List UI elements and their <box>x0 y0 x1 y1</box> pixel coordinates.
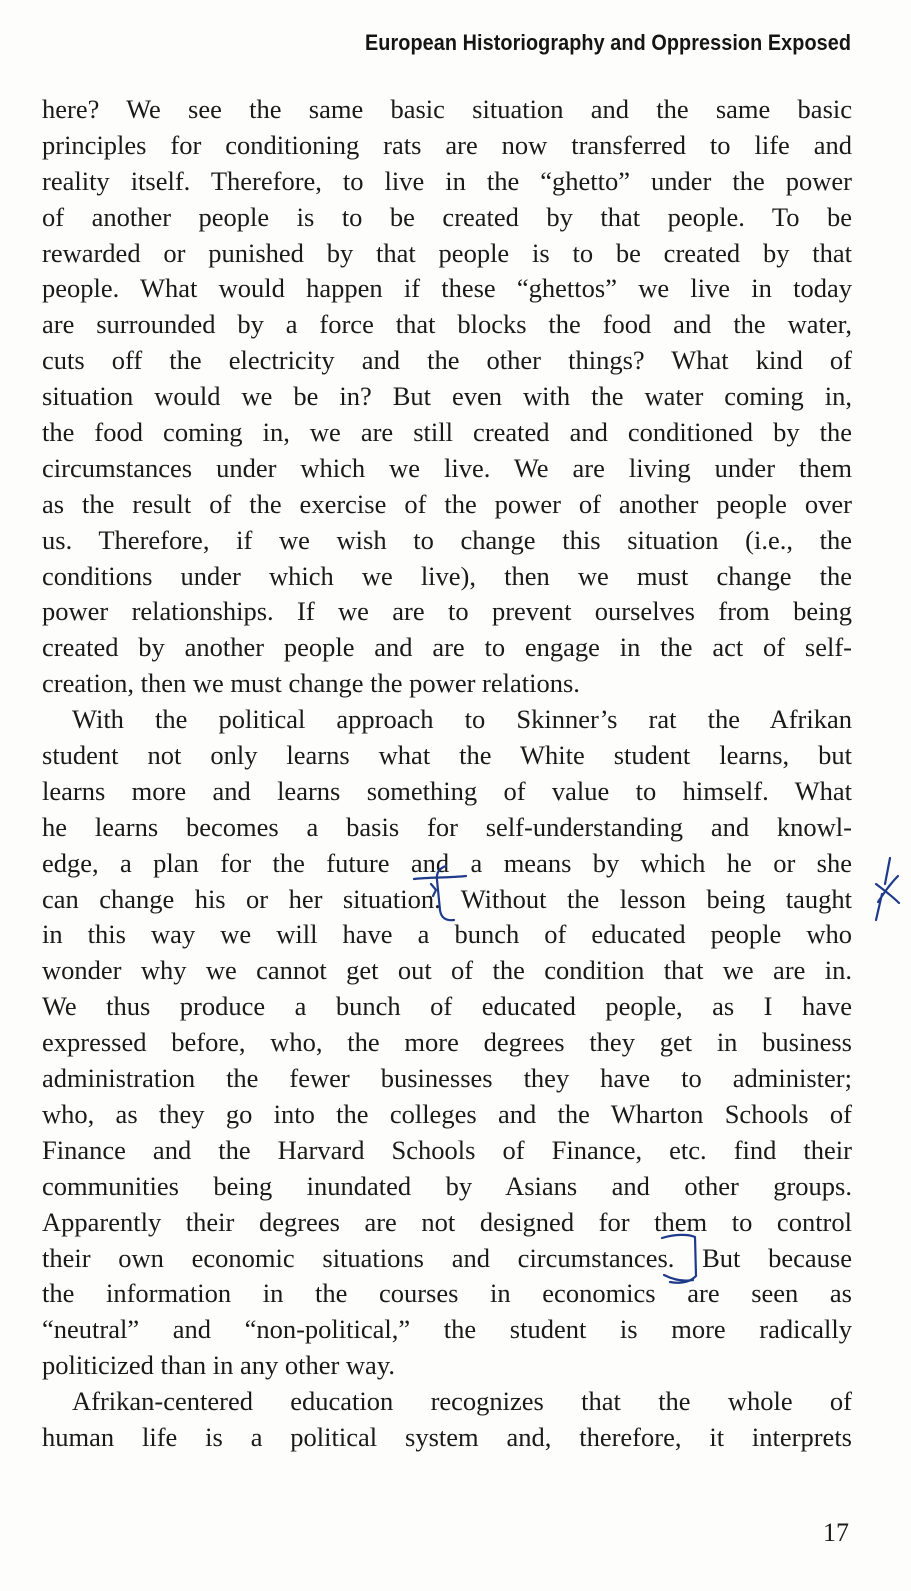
text-line: of another people is to be created by that people. To be <box>42 201 852 232</box>
text-line: created by another people and are to engage in the act of self- <box>42 632 852 663</box>
page-number: 17 <box>823 1518 849 1547</box>
text-line: Afrikan-centered education recognizes that the whole of <box>72 1386 852 1417</box>
text-line: wonder why we cannot get out of the condition that we are in. <box>42 955 852 986</box>
body-text <box>42 92 852 1456</box>
text-line: their own economic situations and circumstances. But because <box>42 1242 852 1273</box>
text-line: creation, then we must change the power relations. <box>42 668 580 699</box>
text-line: reality itself. Therefore, to live in the “ghetto” under the power <box>42 165 852 196</box>
text-line: With the political approach to Skinner’s rat the Afrikan <box>72 704 852 735</box>
text-line: power relationships. If we are to prevent ourselves from being <box>42 596 852 627</box>
text-line: circumstances under which we live. We are living under them <box>42 452 852 483</box>
text-line: who, as they go into the colleges and the Wharton Schools of <box>42 1098 852 1129</box>
text-line: he learns becomes a basis for self-understanding and knowl- <box>42 811 852 842</box>
text-line: student not only learns what the White student learns, but <box>42 740 852 771</box>
text-line: people. What would happen if these “ghettos” we live in today <box>42 273 852 304</box>
text-line: as the result of the exercise of the power of another people over <box>42 488 852 519</box>
text-line: Finance and the Harvard Schools of Finance, etc. find their <box>42 1134 852 1165</box>
text-line: here? We see the same basic situation and the same basic <box>42 94 852 124</box>
text-line: in this way we will have a bunch of educated people who <box>42 919 852 950</box>
text-line: learns more and learns something of value to himself. What <box>42 775 852 806</box>
paragraph-3 <box>42 1384 852 1456</box>
text-line: can change his or her situation. Without the lesson being taught <box>42 883 852 914</box>
text-line: the information in the courses in economics are seen as <box>42 1278 852 1309</box>
paragraph-1 <box>42 92 852 702</box>
text-line: politicized than in any other way. <box>42 1350 395 1381</box>
text-line: rewarded or punished by that people is to be created by that <box>42 237 852 268</box>
text-line: cuts off the electricity and the other things? What kind of <box>42 345 852 376</box>
text-line: edge, a plan for the future and a means by which he or she <box>42 847 852 878</box>
text-line: conditions under which we live), then we must change the <box>42 560 852 591</box>
text-line: “neutral” and “non-political,” the student is more radically <box>42 1314 852 1345</box>
text-line: principles for conditioning rats are now transferred to life and <box>42 129 852 160</box>
text-line: the food coming in, we are still created and conditioned by the <box>42 417 852 448</box>
text-line: human life is a political system and, therefore, it interprets <box>42 1421 852 1452</box>
text-line: communities being inundated by Asians and other groups. <box>42 1170 852 1201</box>
paragraph-2 <box>42 702 852 1384</box>
text-line: are surrounded by a force that blocks the food and the water, <box>42 309 852 340</box>
text-line: Apparently their degrees are not designed for them to control <box>42 1206 852 1237</box>
text-line: situation would we be in? But even with the water coming in, <box>42 381 852 412</box>
text-line: us. Therefore, if we wish to change this situation (i.e., the <box>42 524 852 555</box>
running-head: European Historiography and Oppression Exposed <box>364 30 851 55</box>
text-line: We thus produce a bunch of educated people, as I have <box>42 991 852 1022</box>
text-line: administration the fewer businesses they have to administer; <box>42 1063 852 1094</box>
pen-margin-star <box>876 858 899 920</box>
text-line: expressed before, who, the more degrees they get in business <box>42 1027 852 1058</box>
